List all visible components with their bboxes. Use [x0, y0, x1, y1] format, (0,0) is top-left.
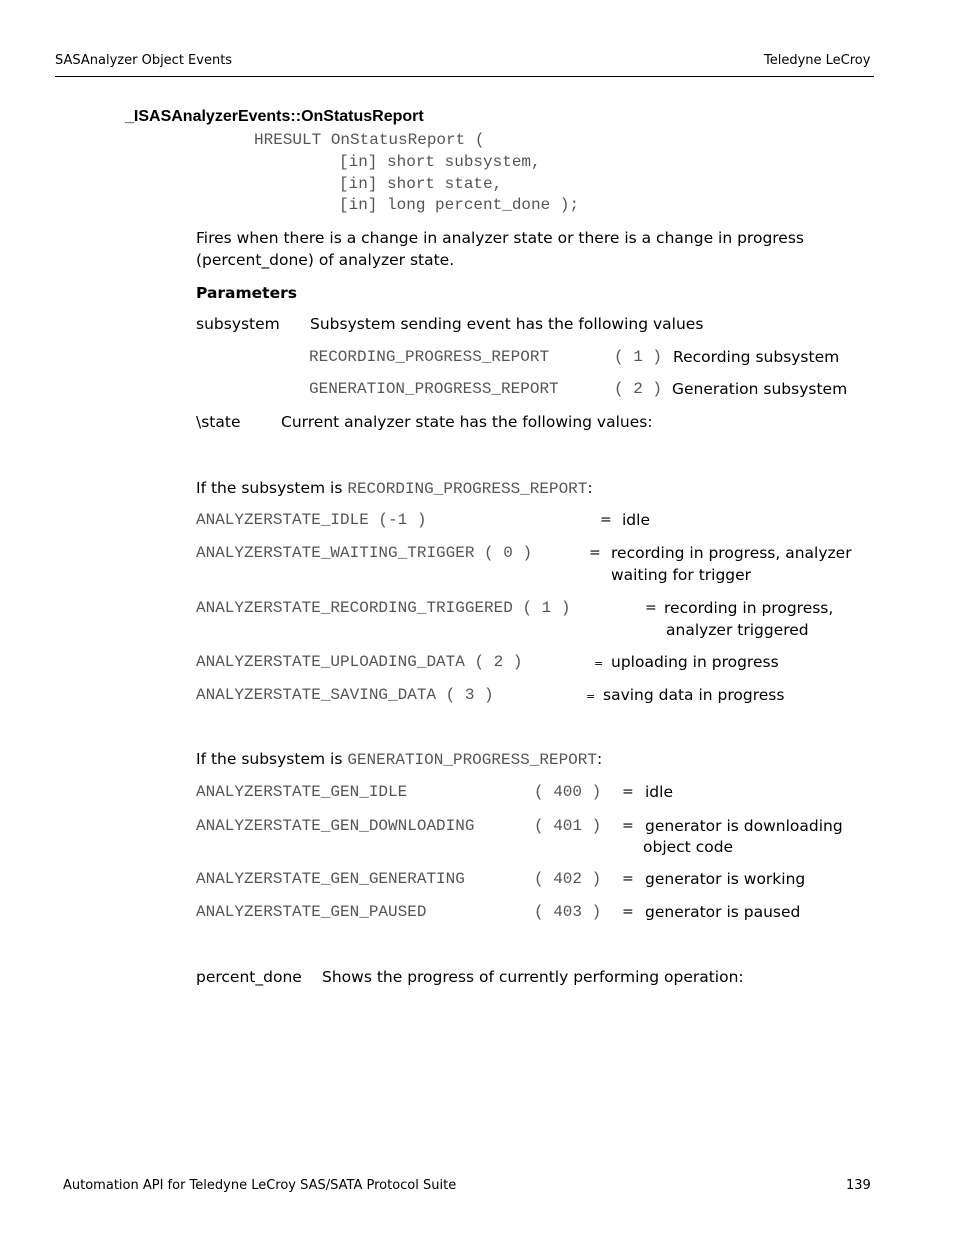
param-desc-subsystem: Subsystem sending event has the following values: [310, 315, 704, 333]
signature-line: HRESULT OnStatusReport (: [254, 131, 485, 149]
state-const: ANALYZERSTATE_GEN_DOWNLOADING: [196, 817, 475, 835]
state-desc: recording in progress, analyzer: [611, 544, 852, 562]
equals-sign: =: [622, 818, 634, 834]
parameters-heading: Parameters: [196, 284, 297, 302]
generation-intro: If the subsystem is GENERATION_PROGRESS_REPORT:: [196, 750, 603, 769]
param-desc-percent-done: Shows the progress of currently performing operation:: [322, 968, 744, 986]
subsystem-value-desc: Recording subsystem: [673, 348, 840, 366]
signature-line: [in] short subsystem,: [339, 153, 541, 171]
equals-sign: =: [589, 545, 601, 561]
state-desc-cont: analyzer triggered: [666, 621, 809, 639]
header-left: SASAnalyzer Object Events: [55, 53, 233, 68]
page-number: 139: [846, 1178, 871, 1193]
subsystem-const: RECORDING_PROGRESS_REPORT: [309, 348, 550, 366]
equals-sign: =: [645, 600, 657, 616]
signature-line: [in] short state,: [339, 175, 503, 193]
state-desc: recording in progress,: [664, 599, 834, 617]
equals-sign: =: [600, 512, 612, 528]
header-rule: [55, 76, 874, 77]
state-const: ANALYZERSTATE_GEN_PAUSED: [196, 903, 427, 921]
state-num: ( 401 ): [534, 817, 602, 835]
subsystem-value-desc: Generation subsystem: [672, 380, 848, 398]
state-const: ANALYZERSTATE_UPLOADING_DATA ( 2 ): [196, 653, 523, 671]
state-desc: generator is downloading: [645, 817, 843, 835]
signature-line: [in] long percent_done );: [339, 196, 580, 214]
subsystem-num: ( 2 ): [614, 380, 663, 398]
header-right: Teledyne LeCroy: [764, 53, 871, 68]
footer-left: Automation API for Teledyne LeCroy SAS/SATA Protocol Suite: [63, 1178, 457, 1193]
state-desc: idle: [645, 783, 673, 801]
state-num: ( 403 ): [534, 903, 602, 921]
state-desc: idle: [622, 511, 650, 529]
state-num: ( 400 ): [534, 783, 602, 801]
state-const: ANALYZERSTATE_GEN_IDLE: [196, 783, 408, 801]
state-desc-cont: object code: [643, 838, 734, 856]
equals-sign: =: [586, 690, 596, 703]
description-line: (percent_done) of analyzer state.: [196, 251, 455, 269]
equals-sign: =: [594, 657, 604, 670]
state-desc-cont: waiting for trigger: [611, 566, 752, 584]
subsystem-num: ( 1 ): [614, 348, 663, 366]
equals-sign: =: [622, 871, 634, 887]
section-title: _ISASAnalyzerEvents::OnStatusReport: [125, 108, 424, 125]
state-const: ANALYZERSTATE_IDLE (-1 ): [196, 511, 427, 529]
state-const: ANALYZERSTATE_GEN_GENERATING: [196, 870, 465, 888]
state-const: ANALYZERSTATE_WAITING_TRIGGER ( 0 ): [196, 544, 533, 562]
state-desc: uploading in progress: [611, 653, 779, 671]
param-name-state: \state: [196, 413, 241, 431]
state-num: ( 402 ): [534, 870, 602, 888]
state-desc: saving data in progress: [603, 686, 785, 704]
state-desc: generator is paused: [645, 903, 801, 921]
equals-sign: =: [622, 904, 634, 920]
subsystem-const: GENERATION_PROGRESS_REPORT: [309, 380, 559, 398]
param-desc-state: Current analyzer state has the following values:: [281, 413, 653, 431]
description-line: Fires when there is a change in analyzer state or there is a change in progress: [196, 229, 804, 247]
state-desc: generator is working: [645, 870, 806, 888]
equals-sign: =: [622, 784, 634, 800]
state-const: ANALYZERSTATE_SAVING_DATA ( 3 ): [196, 686, 494, 704]
recording-intro: If the subsystem is RECORDING_PROGRESS_REPORT:: [196, 479, 593, 498]
param-name-subsystem: subsystem: [196, 315, 280, 333]
param-name-percent-done: percent_done: [196, 968, 302, 986]
state-const: ANALYZERSTATE_RECORDING_TRIGGERED ( 1 ): [196, 599, 571, 617]
